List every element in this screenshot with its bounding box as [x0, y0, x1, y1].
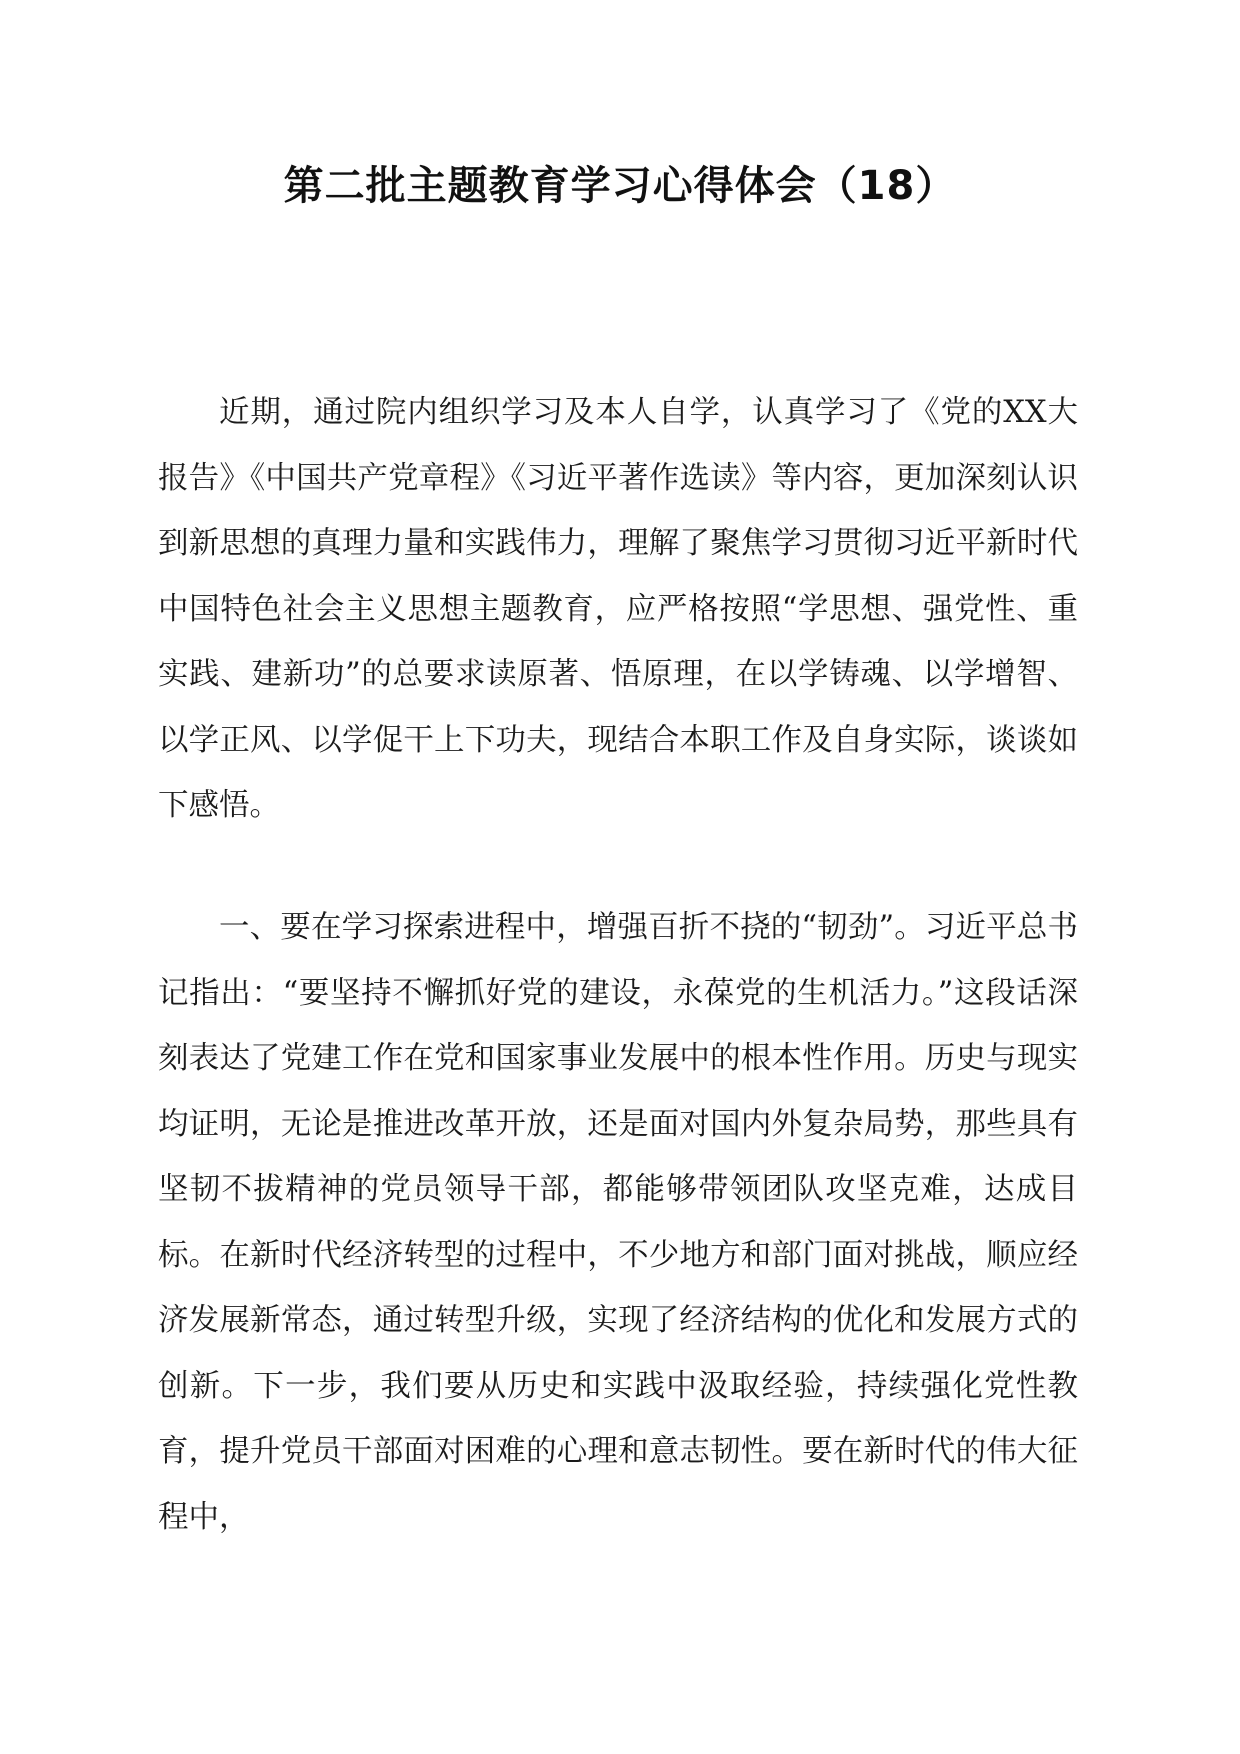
paragraph-section-one: 一、要在学习探索进程中，增强百折不挠的“韧劲”。习近平总书记指出：“要坚持不懈抓好党的建设，永葆党的生机活力。”这段话深刻表达了党建工作在党和国家事业发展中的根本性作用。历史与现实均证明，无论是推进改革开放，还是面对国内外复杂局势，那些具有坚韧不拔精神的党员领导干部，都能够带领团队攻坚克难，达成目标。在新时代经济转型的过程中，不少地方和部门面对挑战，顺应经济发展新常态，通过转型升级，实现了经济结构的优化和发展方式的创新。下一步，我们要从历史和实践中汲取经验，持续强化党性教育，提升党员干部面对困难的心理和意志韧性。要在新时代的伟大征程中， — [158, 910, 1078, 1535]
paragraph-intro: 近期，通过院内组织学习及本人自学，认真学习了《党的XX大报告》《中国共产党章程》《习近平著作选读》等内容，更加深刻认识到新思想的真理力量和实践伟力，理解了聚焦学习贯彻习近平新时代中国特色社会主义思想主题教育，应严格按照“学思想、强党性、重实践、建新功”的总要求读原著、悟原理，在以学铸魂、以学增智、以学正风、以学促干上下功夫，现结合本职工作及自身实际，谈谈如下感悟。 — [158, 395, 1078, 823]
document-title: 第二批主题教育学习心得体会（18） — [283, 163, 957, 209]
